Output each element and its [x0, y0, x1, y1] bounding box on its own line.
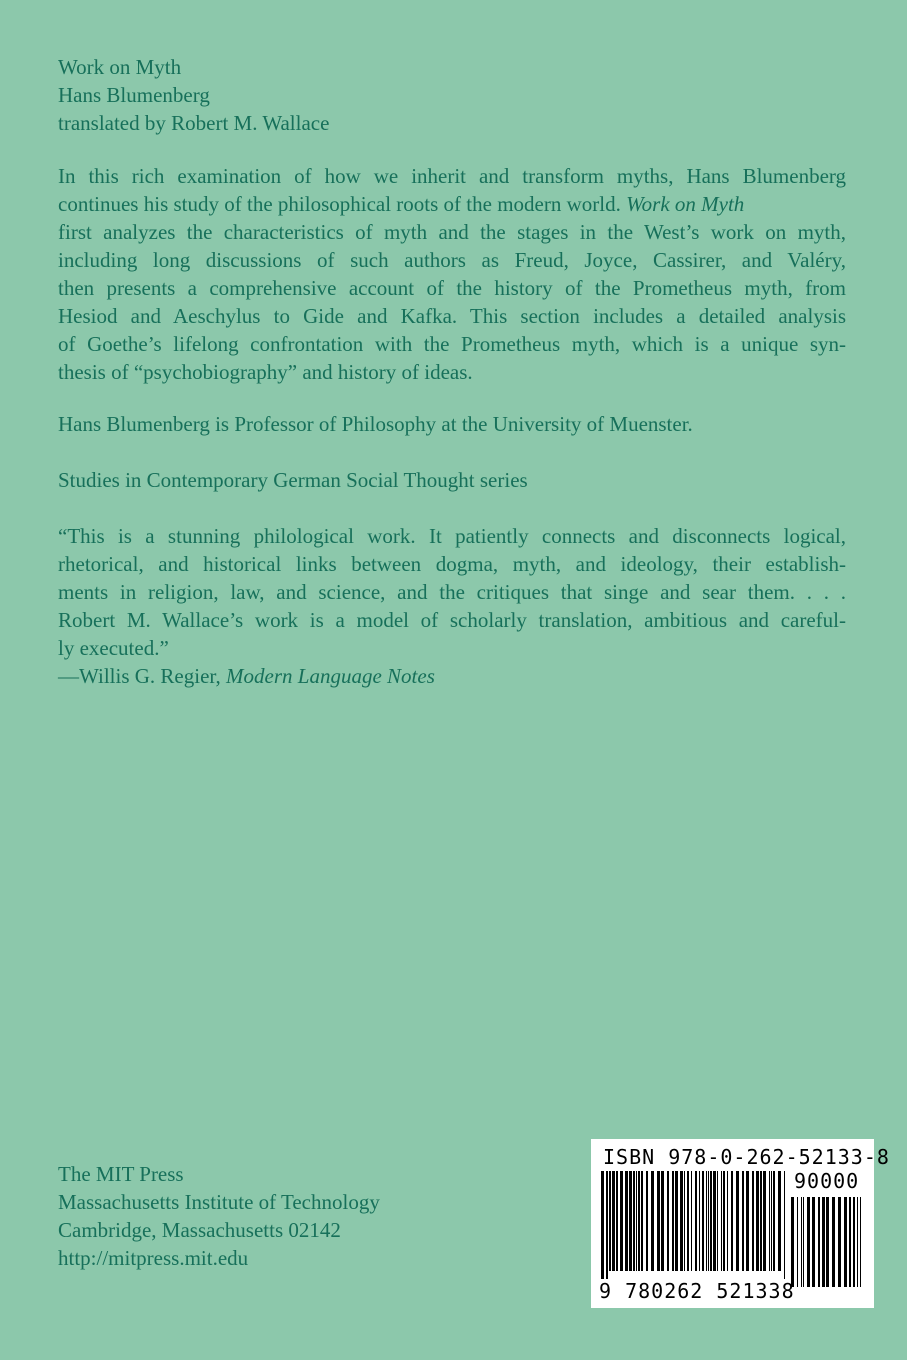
barcode-bar — [708, 1171, 709, 1271]
description-line: then presents a comprehensive account of the history of the Prometheus myth, from — [58, 276, 846, 300]
quote-line: ments in religion, law, and science, and the critiques that singe and sear them. . . . — [58, 580, 846, 604]
barcode-bar — [746, 1171, 749, 1271]
attribution-source: Modern Language Notes — [226, 664, 435, 688]
barcode-bar — [763, 1171, 766, 1271]
book-translator: translated by Robert M. Wallace — [58, 111, 330, 135]
barcode-bar — [609, 1171, 611, 1271]
barcode-bar — [651, 1171, 654, 1271]
barcode-bar — [616, 1171, 618, 1271]
barcode-bar — [620, 1171, 623, 1271]
barcode-bar — [702, 1171, 704, 1271]
barcode-bar — [657, 1171, 660, 1271]
ean-barcode-bars — [601, 1171, 787, 1279]
barcode-bar — [601, 1171, 604, 1279]
barcode-bar — [769, 1171, 770, 1271]
ean-digits: 9 780262 521338 — [599, 1279, 795, 1303]
barcode-bar — [612, 1171, 615, 1271]
barcode-bar — [844, 1197, 847, 1287]
series-text: Studies in Contemporary German Social Thought series — [58, 468, 528, 492]
barcode-bar — [736, 1171, 739, 1271]
barcode-bar — [832, 1197, 835, 1287]
barcode-bar — [638, 1171, 640, 1271]
barcode-bar — [822, 1197, 825, 1287]
description-line: first analyzes the characteristics of myth and the stages in the West’s work on myth, — [58, 220, 846, 244]
barcode-bar — [713, 1171, 716, 1271]
barcode-bar — [691, 1171, 692, 1271]
isbn-barcode — [591, 1139, 890, 1308]
barcode-bar — [771, 1171, 772, 1271]
description — [58, 162, 846, 386]
barcode-bar — [727, 1171, 728, 1271]
author-bio-text: Hans Blumenberg is Professor of Philosophy at the University of Muenster. — [58, 412, 693, 436]
description-line: thesis of “psychobiography” and history of ideas. — [58, 360, 473, 384]
barcode-bar — [684, 1171, 685, 1271]
barcode-bar — [633, 1171, 635, 1271]
barcode-bar — [710, 1171, 712, 1271]
price-addon-code: 90000 — [794, 1169, 860, 1193]
barcode-bar — [752, 1171, 754, 1271]
book-title: Work on Myth — [58, 55, 182, 79]
barcode-bar — [812, 1197, 815, 1287]
isbn-label: ISBN 978-0-262-52133-8 — [603, 1145, 890, 1169]
barcode-bar — [801, 1197, 802, 1287]
barcode-bar — [756, 1171, 759, 1271]
barcode-bar — [838, 1197, 841, 1287]
barcode-bar — [797, 1197, 798, 1287]
barcode-bar — [695, 1171, 697, 1271]
book-author: Hans Blumenberg — [58, 83, 210, 107]
series-note — [58, 466, 528, 494]
barcode-bar — [731, 1171, 733, 1271]
barcode-bar — [680, 1171, 683, 1271]
attribution-author: —Willis G. Regier, — [58, 664, 227, 688]
barcode-bar — [818, 1197, 820, 1287]
review-quote — [58, 522, 846, 690]
barcode-bar — [661, 1171, 664, 1271]
barcode-bar — [721, 1171, 722, 1271]
barcode-bar — [849, 1197, 851, 1287]
quote-line: “This is a stunning philological work. It patiently connects and disconnects logical, — [58, 524, 846, 548]
barcode-bar — [625, 1171, 628, 1271]
barcode-bar — [672, 1171, 674, 1271]
barcode-bar — [667, 1171, 669, 1271]
barcode-bar — [629, 1171, 632, 1271]
barcode-bar — [641, 1171, 643, 1271]
barcode-bar — [803, 1197, 804, 1287]
barcode-bar — [784, 1171, 785, 1279]
barcode-bar — [723, 1171, 725, 1271]
barcode-bar — [675, 1171, 678, 1271]
description-text: continues his study of the philosophical roots of the modern world. — [58, 192, 621, 216]
description-line: In this rich examination of how we inherit and transform myths, Hans Blumenberg — [58, 164, 846, 188]
description-line: Hesiod and Aeschylus to Gide and Kafka. This section includes a detailed analysis — [58, 304, 846, 328]
barcode-bar — [807, 1197, 810, 1287]
barcode-bar — [699, 1171, 700, 1271]
barcode-bar — [742, 1171, 744, 1271]
publisher-institution: Massachusetts Institute of Technology — [58, 1190, 380, 1214]
description-line: of Goethe’s lifelong confrontation with the Prometheus myth, which is a unique syn- — [58, 332, 846, 356]
description-line: including long discussions of such authors as Freud, Joyce, Cassirer, and Valéry, — [58, 248, 846, 272]
barcode-bar — [687, 1171, 689, 1271]
barcode-bar — [636, 1171, 637, 1271]
description-line — [58, 190, 846, 218]
book-title-italic: Work on Myth — [626, 192, 745, 216]
barcode-bar — [606, 1171, 608, 1279]
barcode-bar — [646, 1171, 648, 1271]
addon-barcode-bars — [791, 1197, 863, 1287]
barcode-bar — [773, 1171, 775, 1271]
publisher-address: Cambridge, Massachusetts 02142 — [58, 1218, 341, 1242]
barcode-bar — [778, 1171, 781, 1271]
quote-line: Robert M. Wallace’s work is a model of scholarly translation, ambitious and careful- — [58, 608, 846, 632]
barcode-bar — [826, 1197, 829, 1287]
barcode-bar — [860, 1197, 861, 1287]
publisher-info — [58, 1160, 380, 1272]
barcode-bar — [853, 1197, 855, 1287]
author-bio — [58, 410, 693, 438]
quote-attribution — [58, 662, 846, 690]
barcode-bar — [857, 1197, 858, 1287]
barcode-bar — [706, 1171, 707, 1271]
quote-line: rhetorical, and historical links between dogma, myth, and ideology, their establish- — [58, 552, 846, 576]
title-block — [58, 53, 329, 137]
barcode-bar — [717, 1171, 718, 1271]
barcode-bar — [791, 1197, 794, 1287]
barcode-bar — [760, 1171, 762, 1271]
quote-line: ly executed.” — [58, 636, 169, 660]
publisher-url: http://mitpress.mit.edu — [58, 1246, 249, 1270]
publisher-name: The MIT Press — [58, 1162, 184, 1186]
